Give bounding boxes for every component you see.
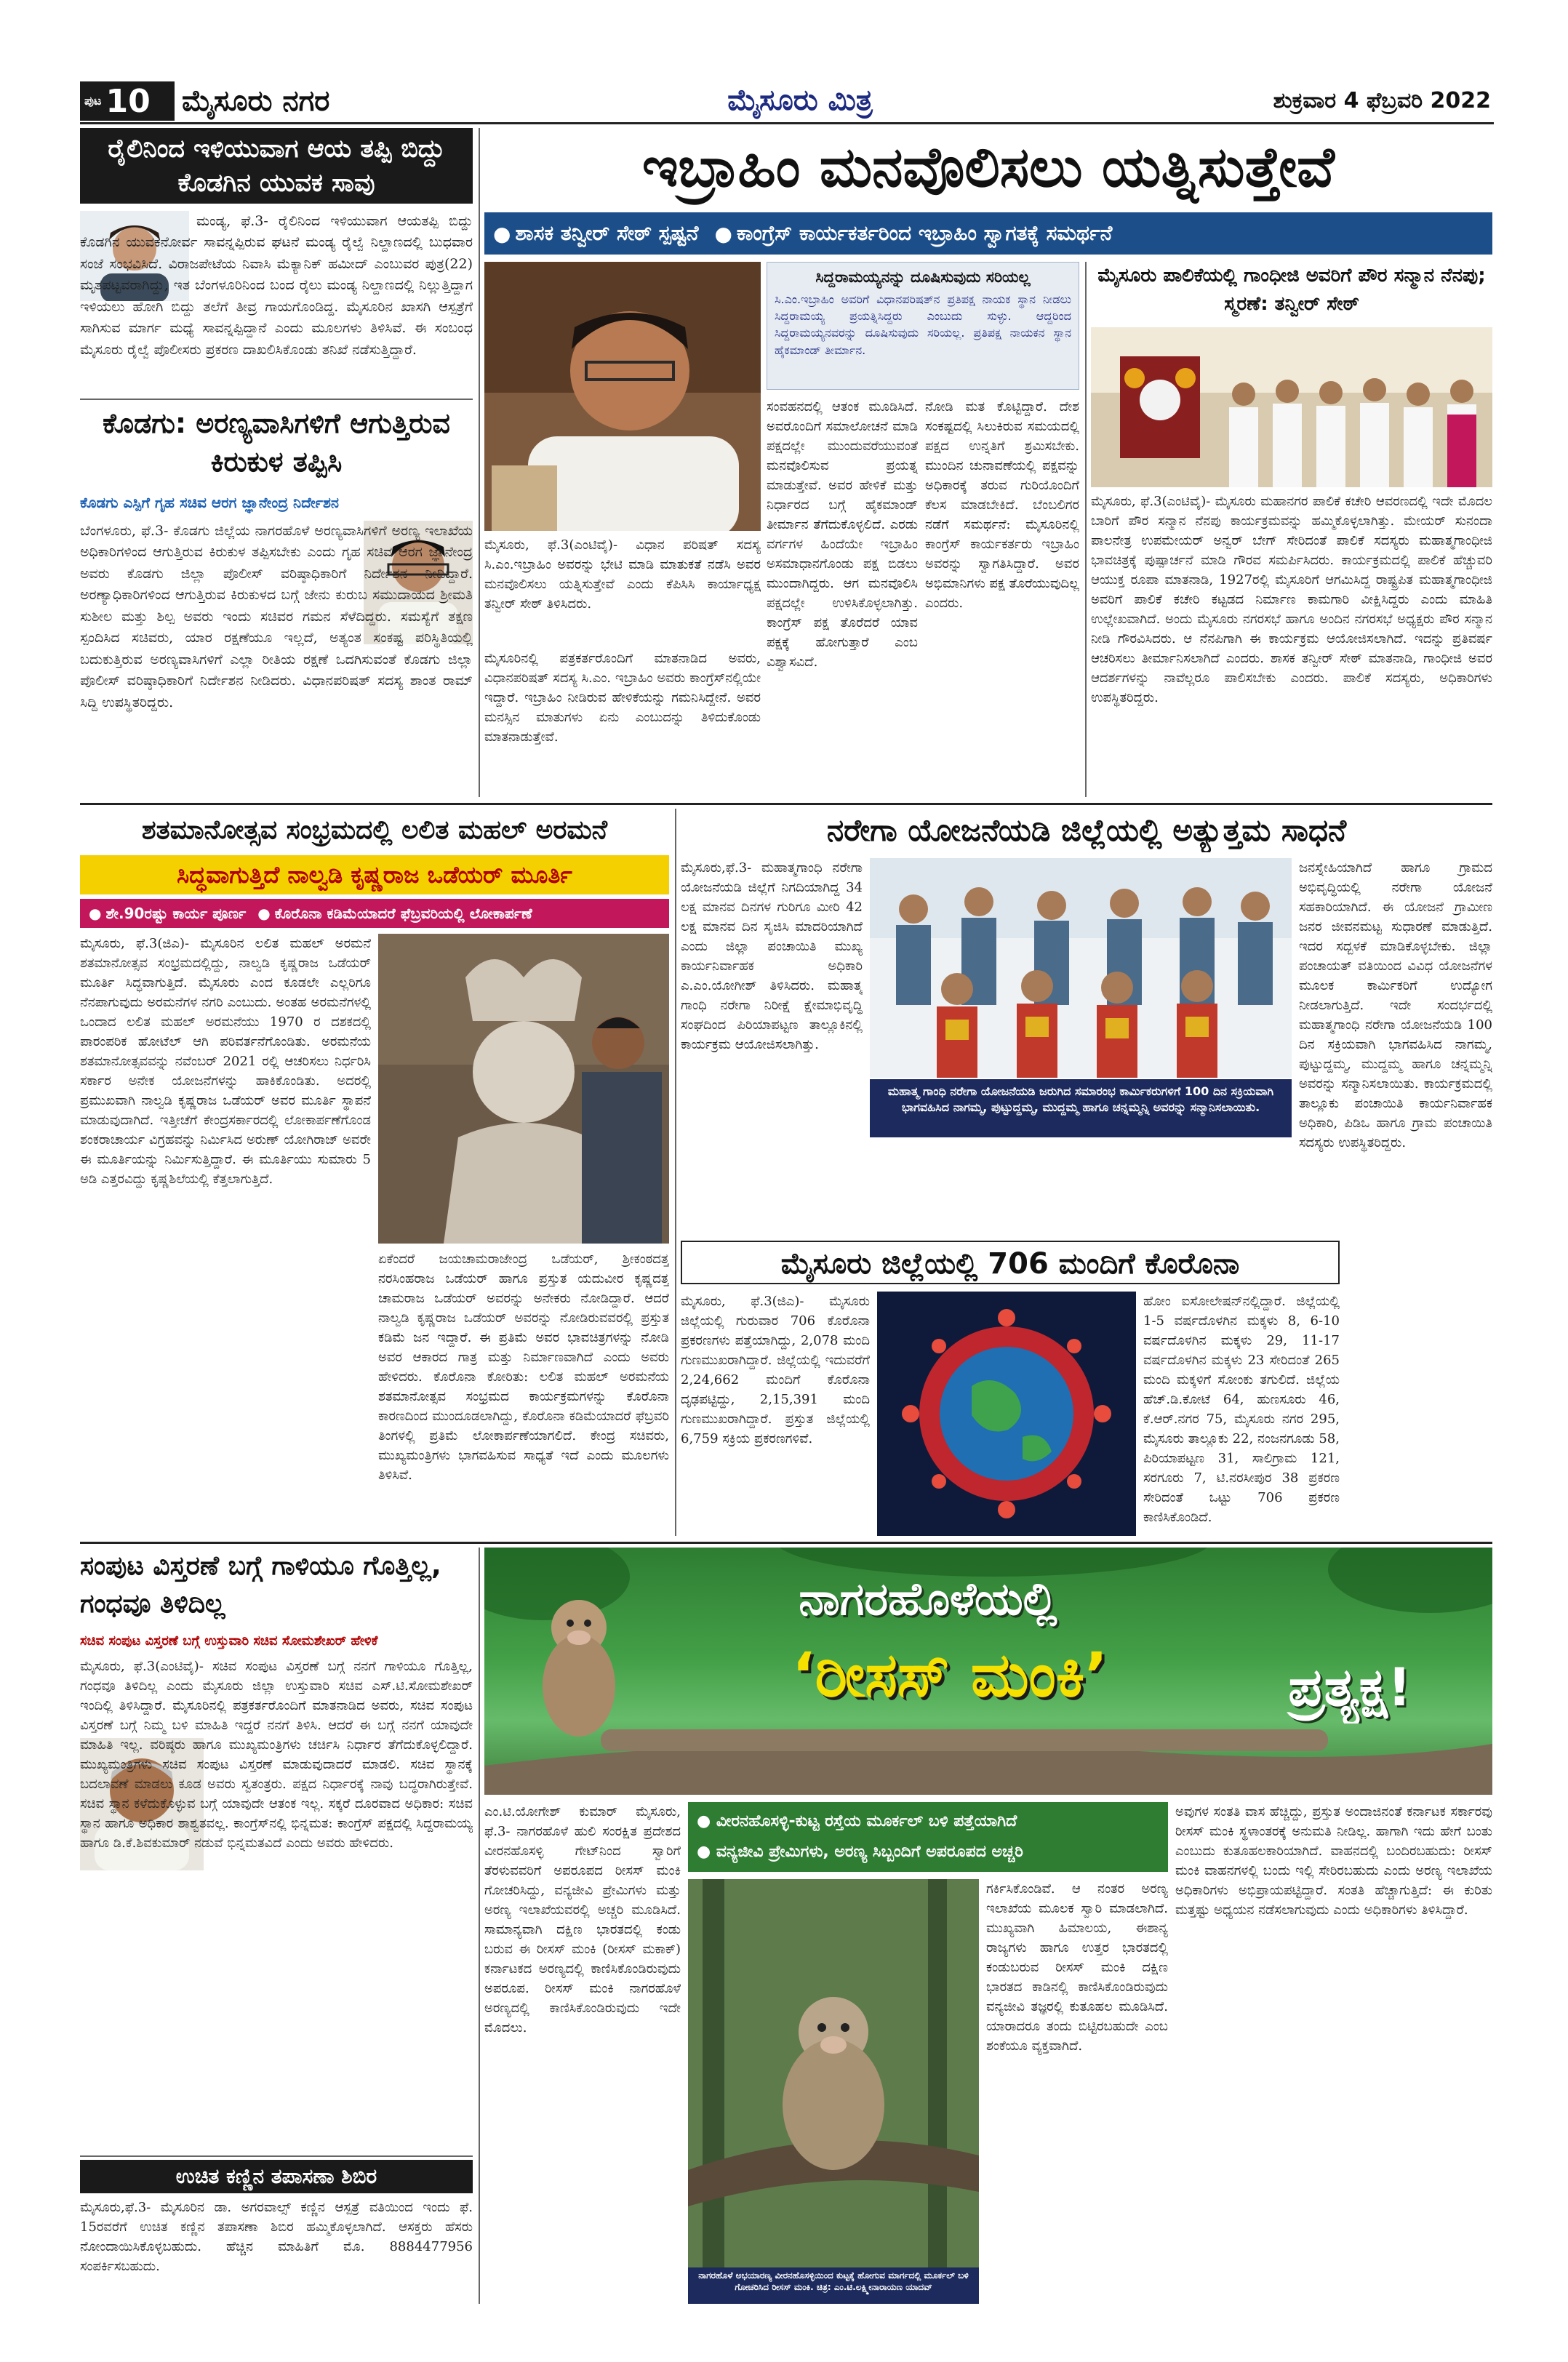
eye-camp-article — [80, 2160, 473, 2305]
narega-body-2: ಜನಸ್ನೇಹಿಯಾಗಿದೆ ಹಾಗೂ ಗ್ರಾಮದ ಅಭಿವೃದ್ಧಿಯಲ್ಲಿ ನರೇಗಾ ಯೋಜನೆ ಸಹಕಾರಿಯಾಗಿದೆ. ಈ ಯೋಜನೆ ಗ್ರಾಮೀಣ ಜನರ ಜೀವನಮಟ್ಟ ಸುಧಾರಣೆ ಮಾಡುತ್ತಿದೆ. ಇದರ ಸದ್ಬಳಕೆ ಮಾಡಿಕೊಳ್ಳಬೇಕು. ಜಿಲ್ಲಾ ಪಂಚಾಯತ್ ವತಿಯಿಂದ ವಿವಿಧ ಯೋಜನೆಗಳ ಮೂಲಕ ಕಾರ್ಮಿಕರಿಗೆ ಉದ್ಯೋಗ ನೀಡಲಾಗುತ್ತಿದೆ. ಇದೇ ಸಂದರ್ಭದಲ್ಲಿ ಮಹಾತ್ಮಗಾಂಧಿ ನರೇಗಾ ಯೋಜನೆಯಡಿ 100 ದಿನ ಸಕ್ರಿಯವಾಗಿ ಭಾಗವಹಿಸಿದ ನಾಗಮ್ಮ, ಪುಟ್ಟುದ್ದಮ್ಮ, ಮುದ್ದಮ್ಮ ಹಾಗೂ ಚನ್ನಮ್ಮನ್ನಿ ಅವರನ್ನು ಸನ್ಮಾನಿಸಲಾಯಿತು. ಕಾರ್ಯಕ್ರಮದಲ್ಲಿ ತಾಲ್ಲೂಕು ಪಂಚಾಯಿತಿ ಕಾರ್ಯನಿರ್ವಾಹಕ ಅಧಿಕಾರಿ, ಪಿಡಿಒ ಹಾಗೂ ಗ್ರಾಮ ಪಂಚಾಯಿತಿ ಸದಸ್ಯರು ಉಪಸ್ಥಿತರಿದ್ದರು. — [1299, 860, 1492, 1150]
palace-body-2: ಏಕೆಂದರೆ ಜಯಚಾಮರಾಜೇಂದ್ರ ಒಡೆಯರ್, ಶ್ರೀಕಂಠದತ್ತ ನರಸಿಂಹರಾಜ ಒಡೆಯರ್ ಹಾಗೂ ಪ್ರಸ್ತುತ ಯದುವೀರ ಕೃಷ್ಣದತ್ತ ಚಾಮರಾಜ ಒಡೆಯರ್ ಅವರನ್ನು ಅನೇಕರು ನೋಡಿದ್ದಾರೆ. ಆದರೆ ನಾಲ್ವಡಿ ಕೃಷ್ಣರಾಜ ಒಡೆಯರ್ ಅವರನ್ನು ನೋಡಿರುವವರಲ್ಲಿ ಪ್ರಸ್ತುತ ಕಡಿಮೆ ಜನ ಇದ್ದಾರೆ. ಈ ಪ್ರತಿಮೆ ಅವರ ಭಾವಚಿತ್ರಗಳನ್ನು ನೋಡಿ ಅವರ ಆಕಾರದ ಗಾತ್ರ ಮತ್ತು ನಿರ್ಮಾಣವಾಗಿದೆ ಎಂದು ಅವರು ಹೇಳಿದರು. ಕೊರೊನಾ ಕೋರಿತು: ಲಲಿತ ಮಹಲ್ ಅರಮನೆಯ ಶತಮಾನೋತ್ಸವ ಸಂಭ್ರಮದ ಕಾರ್ಯಕ್ರಮಗಳನ್ನು ಕೊರೊನಾ ಕಾರಣದಿಂದ ಮುಂದೂಡಲಾಗಿದ್ದು, ಕೊರೊನಾ ಕಡಿಮೆಯಾದರೆ ಫೆಬ್ರವರಿ ತಿಂಗಳಲ್ಲಿ ಪ್ರತಿಮೆ ಲೋಕಾರ್ಪಣೆಯಾಗಲಿದೆ. ಕೇಂದ್ರ ಸಚಿವರು, ಮುಖ್ಯಮಂತ್ರಿಗಳು ಭಾಗವಹಿಸುವ ಸಾಧ್ಯತೆ ಇದೆ ಎಂದು ಮೂಲಗಳು ತಿಳಿಸಿವೆ. — [378, 1252, 669, 1483]
palace-body-1: ಮೈಸೂರು, ಫೆ.3(ಜಿಎ)- ಮೈಸೂರಿನ ಲಲಿತ ಮಹಲ್ ಅರಮನೆ ಶತಮಾನೋತ್ಸವ ಸಂಭ್ರಮದಲ್ಲಿದ್ದು, ನಾಲ್ವಡಿ ಕೃಷ್ಣರಾಜ ಒಡೆಯರ್ ಮೂರ್ತಿ ಸಿದ್ಧವಾಗುತ್ತಿದೆ. ಮೈಸೂರು ಎಂದ ಕೂಡಲೇ ಎಲ್ಲರಿಗೂ ನೆನಪಾಗುವುದು ಅರಮನೆಗಳ ನಗರಿ ಎಂಬುದು. ಅಂತಹ ಅರಮನೆಗಳಲ್ಲಿ ಒಂದಾದ ಲಲಿತ ಮಹಲ್ ಅರಮನೆಯು 1970 ರ ದಶಕದಲ್ಲಿ ಪಾರಂಪರಿಕ ಹೋಟೆಲ್ ಆಗಿ ಪರಿವರ್ತನೆಗೊಂಡಿತು. ಅರಮನೆಯ ಶತಮಾನೋತ್ಸವವನ್ನು ನವೆಂಬರ್ 2021 ರಲ್ಲಿ ಆಚರಿಸಲು ನಿರ್ಧರಿಸಿ ಸರ್ಕಾರ ಅನೇಕ ಯೋಜನೆಗಳನ್ನು ಹಾಕಿಕೊಂಡಿತು. ಅದರಲ್ಲಿ ಪ್ರಮುಖವಾಗಿ ನಾಲ್ವಡಿ ಕೃಷ್ಣರಾಜ ಒಡೆಯರ್ ಅವರ ಮೂರ್ತಿ ಸ್ಥಾಪನೆ ಮಾಡುವುದಾಗಿದೆ. ಇತ್ತೀಚೆಗೆ ಕೇಂದ್ರಸರ್ಕಾರದಲ್ಲಿ ಲೋಕಾರ್ಪಣೆಗೊಂಡ ಶಂಕರಾಚಾರ್ಯ ವಿಗ್ರಹವನ್ನು ನಿರ್ಮಿಸಿದ ಅರುಣ್ ಯೋಗಿರಾಜ್ ಅವರೇ ಈ ಮೂರ್ತಿಯನ್ನು ನಿರ್ಮಿಸುತ್ತಿದ್ದಾರೆ. ಈ ಮೂರ್ತಿಯು ಸುಮಾರು 5 ಅಡಿ ಎತ್ತರವಿದ್ದು ಕೃಷ್ಣಶಿಲೆಯಲ್ಲಿ ಕೆತ್ತಲಾಗುತ್ತಿದೆ. — [80, 936, 371, 1187]
narega-award-photo — [870, 858, 1292, 1078]
corona-headline: ಮೈಸೂರು ಜಿಲ್ಲೆಯಲ್ಲಿ 706 ಮಂದಿಗೆ ಕೊರೊನಾ — [681, 1241, 1340, 1284]
cabinet-headline: ಸಂಪುಟ ವಿಸ್ತರಣೆ ಬಗ್ಗೆ ಗಾಳಿಯೂ ಗೊತ್ತಿಲ್ಲ, ಗಂಧವೂ ತಿಳಿದಿಲ್ಲ — [80, 1551, 441, 1620]
monkey-bullet-1-row — [697, 1806, 1159, 1837]
kodagu-subhead: ಕೊಡಗು ಎಸ್ಪಿಗೆ ಗೃಹ ಸಚಿವ ಆರಗ ಜ್ಞಾನೇಂದ್ರ ನಿರ್ದೇಶನ — [80, 494, 340, 511]
gandhi-article — [1091, 262, 1492, 797]
divider — [80, 1542, 1492, 1544]
corona-article — [681, 1241, 1340, 1536]
palace-subhead: ಸಿದ್ಧವಾಗುತ್ತಿದೆ ನಾಲ್ವಡಿ ಕೃಷ್ಣರಾಜ ಒಡೆಯರ್ ಮೂರ್ತಿ — [80, 855, 669, 894]
coronavirus-globe-image — [877, 1292, 1136, 1536]
masthead-title: ಮೈಸೂರು ಮಿತ್ರ — [727, 84, 873, 117]
cabinet-body: ಮೈಸೂರು, ಫೆ.3(ಎಂಟಿವೈ)- ಸಚಿವ ಸಂಪುಟ ವಿಸ್ತರಣೆ ಬಗ್ಗೆ ನನಗೆ ಗಾಳಿಯೂ ಗೊತ್ತಿಲ್ಲ, ಗಂಧವೂ ತಿಳಿದಿಲ್ಲ ಎಂದು ಮೈಸೂರು ಜಿಲ್ಲಾ ಉಸ್ತುವಾರಿ ಸಚಿವ ಎಸ್.ಟಿ.ಸೋಮಶೇಖರ್ ಇಂದಿಲ್ಲಿ ತಿಳಿಸಿದ್ದಾರೆ. ಮೈಸೂರಿನಲ್ಲಿ ಪತ್ರಕರ್ತರೊಂದಿಗೆ ಮಾತನಾಡಿದ ಅವರು, ಸಚಿವ ಸಂಪುಟ ವಿಸ್ತರಣೆ ಬಗ್ಗೆ ನಿಮ್ಮ ಬಳಿ ಮಾಹಿತಿ ಇದ್ದರೆ ನನಗೆ ತಿಳಿಸಿ. ಆದರೆ ಈ ಬಗ್ಗೆ ನನಗೆ ಯಾವುದೇ ಮಾಹಿತಿ ಇಲ್ಲ. ವರಿಷ್ಠರು ಹಾಗೂ ಮುಖ್ಯಮಂತ್ರಿಗಳು ಚರ್ಚಿಸಿ ನಿರ್ಧಾರ ತೆಗೆದುಕೊಳ್ಳಲಿದ್ದಾರೆ. ಮುಖ್ಯಮಂತ್ರಿಗಳು ಸಚಿವ ಸಂಪುಟ ವಿಸ್ತರಣೆ ಮಾಡುವುದಾದರೆ ಮಾಡಲಿ. ಸಚಿವ ಸ್ಥಾನಕ್ಕೆ ಬದಲಾವಣೆ ಮಾಡಲು ಕೂಡ ಅವರು ಸ್ವತಂತ್ರರು. ಪಕ್ಷದ ನಿರ್ಧಾರಕ್ಕೆ ನಾವು ಬದ್ಧರಾಗಿರುತ್ತೇವೆ. ಸಚಿವ ಸ್ಥಾನ ಕಳೆದುಕೊಳ್ಳುವ ಬಗ್ಗೆ ಯಾವುದೇ ಆತಂಕ ಇಲ್ಲ. ಸಕ್ಕರೆ ದೂರವಾದ ಅಧಿಕಾರ: ಸಚಿವ ಸ್ಥಾನ ಹಾಗೂ ಅಧಿಕಾರ ಶಾಶ್ವತವಲ್ಲ. ಕಾಂಗ್ರೆಸ್‌ನಲ್ಲಿ ಭಿನ್ನಮತ: ಕಾಂಗ್ರೆಸ್ ಪಕ್ಷದಲ್ಲಿ ಸಿದ್ದರಾಮಯ್ಯ ಹಾಗೂ ಡಿ.ಕೆ.ಶಿವಕುಮಾರ್ ನಡುವೆ ಭಿನ್ನಮತವಿದೆ ಎಂದು ಅವರು ಹೇಳಿದರು. — [80, 1659, 473, 1851]
narega-body-1: ಮೈಸೂರು,ಫೆ.3- ಮಹಾತ್ಮಗಾಂಧಿ ನರೇಗಾ ಯೋಜನೆಯಡಿ ಜಿಲ್ಲೆಗೆ ನಿಗದಿಯಾಗಿದ್ದ 34 ಲಕ್ಷ ಮಾನವ ದಿನಗಳ ಗುರಿಗೂ ಮೀರಿ 42 ಲಕ್ಷ ಮಾನವ ದಿನ ಸೃಜಿಸಿ ಮಾದರಿಯಾಗಿದೆ ಎಂದು ಜಿಲ್ಲಾ ಪಂಚಾಯಿತಿ ಮುಖ್ಯ ಕಾರ್ಯನಿರ್ವಾಹಕ ಅಧಿಕಾರಿ ಎ.ಎಂ.ಯೋಗೀಶ್ ತಿಳಿಸಿದರು. ಮಹಾತ್ಮ ಗಾಂಧಿ ನರೇಗಾ ನಿರೀಕ್ಷೆ ಕ್ಷೇಮಾಭಿವೃದ್ಧಿ ಸಂಘದಿಂದ ಪಿರಿಯಾಪಟ್ಟಣ ತಾಲ್ಲೂಕಿನಲ್ಲಿ ಕಾರ್ಯಕ್ರಮ ಆಯೋಜಿಸಲಾಗಿತ್ತು. — [681, 860, 863, 1052]
kodagu-headline: ಕೊಡಗು: ಅರಣ್ಯವಾಸಿಗಳಿಗೆ ಆಗುತ್ತಿರುವ ಕಿರುಕುಳ ತಪ್ಪಿಸಿ — [103, 407, 450, 479]
quote-title: ಸಿದ್ದರಾಮಯ್ಯನನ್ನು ದೂಷಿಸುವುದು ಸರಿಯಲ್ಲ — [815, 268, 1031, 286]
section-title: ಮೈಸೂರು ನಗರ — [182, 84, 330, 118]
monkey-col-2: ಗರ್ಕಿಸಿಕೊಂಡಿವೆ. ಆ ನಂತರ ಅರಣ್ಯ ಇಲಾಖೆಯ ಮೂಲಕ ಸ್ವಾರಿ ಮಾಡಲಾಗಿದೆ. ಮುಖ್ಯವಾಗಿ ಹಿಮಾಲಯ, ಈಶಾನ್ಯ ರಾಜ್ಯಗಳು ಹಾಗೂ ಉತ್ತರ ಭಾರತದಲ್ಲಿ ಕಂಡುಬರುವ ರೀಸಸ್ ಮಂಕಿ ದಕ್ಷಿಣ ಭಾರತದ ಕಾಡಿನಲ್ಲಿ ಕಾಣಿಸಿಕೊಂಡಿರುವುದು ವನ್ಯಜೀವಿ ತಜ್ಞರಲ್ಲಿ ಕುತೂಹಲ ಮೂಡಿಸಿದೆ. ಯಾರಾದರೂ ತಂದು ಬಿಟ್ಟಿರಬಹುದೇ ಎಂಬ ಶಂಕೆಯೂ ವ್ಯಕ್ತವಾಗಿದೆ. — [986, 1881, 1168, 2054]
palace-bullet-2: ಕೊರೊನಾ ಕಡಿಮೆಯಾದರೆ ಫೆಬ್ರವರಿಯಲ್ಲಿ ಲೋಕಾರ್ಪಣೆ — [274, 905, 532, 922]
divider — [80, 803, 1492, 805]
gandhi-ceremony-photo — [1091, 327, 1492, 487]
gandhi-headline: ಮೈಸೂರು ಪಾಲಿಕೆಯಲ್ಲಿ ಗಾಂಧೀಜಿ ಅವರಿಗೆ ಪೌರ ಸನ್ಮಾನ ನೆನಪು; ಸ್ಮರಣೆ: ತನ್ವೀರ್ ಸೇಠ್ — [1097, 265, 1486, 315]
column-divider — [479, 1548, 480, 2304]
column-divider — [479, 128, 480, 797]
bullet-icon: ● — [493, 221, 511, 246]
page-header — [0, 0, 1568, 125]
bullet-icon: ● — [714, 221, 732, 246]
narega-photo-caption: ಮಹಾತ್ಮ ಗಾಂಧಿ ನರೇಗಾ ಯೋಜನೆಯಡಿ ಜರುಗಿದ ಸಮಾರಂಭ ಕಾರ್ಮಿಕರುಗಳಿಗೆ 100 ದಿನ ಸಕ್ರಿಯವಾಗಿ ಭಾಗವಹಿಸಿದ ನಾಗಮ್ಮ, ಪುಟ್ಟುದ್ದಮ್ಮ, ಮುದ್ದಮ್ಮ ಹಾಗೂ ಚನ್ನಮ್ಮನ್ನಿ ಅವರನ್ನು ಸನ್ಮಾನಿಸಲಾಯಿತು. — [870, 1079, 1292, 1137]
monkey-headline-c: ಪ್ರತ್ಯಕ್ಷ! — [1288, 1657, 1412, 1718]
train-body: ಮಂಡ್ಯ, ಫೆ.3- ರೈಲಿನಿಂದ ಇಳಿಯುವಾಗ ಆಯತಪ್ಪಿ ಬಿದ್ದು ಕೊಡಗಿನ ಯುವಕನೋರ್ವ ಸಾವನ್ನಪ್ಪಿರುವ ಘಟನೆ ಮಂಡ್ಯ ರೈಲ್ವೆ ನಿಲ್ದಾಣದಲ್ಲಿ ಬುಧವಾರ ಸಂಜೆ ಸಂಭವಿಸಿದೆ. ವಿರಾಜಪೇಟೆಯ ನಿವಾಸಿ ಮೆಕ್ಯಾನಿಕ್ ಹಮೀದ್ ಎಂಬುವರ ಪುತ್ರ(22) ಮೃತಪಟ್ಟವರಾಗಿದ್ದು, ಇತ ಬೆಂಗಳೂರಿನಿಂದ ಬಂದ ರೈಲು ಮಂಡ್ಯ ನಿಲ್ದಾಣದಲ್ಲಿ ನಿಲ್ಲುತ್ತಿದ್ದಾಗ ಇಳಿಯಲು ಹೋಗಿ ಬಿದ್ದು ತಲೆಗೆ ತೀವ್ರ ಗಾಯಗೊಂಡಿದ್ದ. ಮೈಸೂರಿನ ಖಾಸಗಿ ಆಸ್ಪತ್ರೆಗೆ ಸಾಗಿಸುವ ಮಾರ್ಗ ಮಧ್ಯೆ ಸಾವನ್ನಪ್ಪಿದ್ದಾನೆ ಎಂದು ಮೂಲಗಳು ತಿಳಿಸಿವೆ. ಈ ಸಂಬಂಧ ಮೈಸೂರು ರೈಲ್ವೆ ಪೊಲೀಸರು ಪ್ರಕರಣ ದಾಖಲಿಸಿಕೊಂಡು ತನಿಖೆ ನಡೆಸುತ್ತಿದ್ದಾರೆ. — [80, 213, 473, 358]
monkey-col-1: ಎಂ.ಟಿ.ಯೋಗೇಶ್ ಕುಮಾರ್ ಮೈಸೂರು, ಫೆ.3- ನಾಗರಹೊಳೆ ಹುಲಿ ಸಂರಕ್ಷಿತ ಪ್ರದೇಶದ ವೀರನಹೊಸಳ್ಳಿ ಗೇಟ್‌ನಿಂದ ಸ್ವಾರಿಗೆ ತೆರಳುವವರಿಗೆ ಅಪರೂಪದ ರೀಸಸ್ ಮಂಕಿ ಗೋಚರಿಸಿದ್ದು, ವನ್ಯಜೀವಿ ಪ್ರೇಮಿಗಳು ಮತ್ತು ಅರಣ್ಯ ಇಲಾಖೆಯವರಲ್ಲಿ ಅಚ್ಚರಿ ಮೂಡಿಸಿದೆ. ಸಾಮಾನ್ಯವಾಗಿ ದಕ್ಷಿಣ ಭಾರತದಲ್ಲಿ ಕಂಡು ಬರುವ ಈ ರೀಸಸ್ ಮಂಕಿ (ರೀಸಸ್ ಮಕಾಕ್) ಕರ್ನಾಟಕದ ಅರಣ್ಯದಲ್ಲಿ ಕಾಣಿಸಿಕೊಂಡಿರುವುದು ಅಪರೂಪ. ರೀಸಸ್ ಮಂಕಿ ನಾಗರಹೊಳೆ ಅರಣ್ಯದಲ್ಲಿ ಕಾಣಿಸಿಕೊಂಡಿರುವುದು ಇದೇ ಮೊದಲು. — [484, 1804, 681, 2035]
kodagu-body: ಬೆಂಗಳೂರು, ಫೆ.3- ಕೊಡಗು ಜಿಲ್ಲೆಯ ನಾಗರಹೊಳೆ ಅರಣ್ಯವಾಸಿಗಳಿಗೆ ಅರಣ್ಯ ಇಲಾಖೆಯ ಅಧಿಕಾರಿಗಳಿಂದ ಆಗುತ್ತಿರುವ ಕಿರುಕುಳ ತಪ್ಪಿಸಬೇಕು ಎಂದು ಗೃಹ ಸಚಿವ ಆರಗ ಜ್ಞಾನೇಂದ್ರ ಅವರು ಕೊಡಗು ಜಿಲ್ಲಾ ಪೊಲೀಸ್ ವರಿಷ್ಠಾಧಿಕಾರಿಗೆ ನಿರ್ದೇಶನ ನೀಡಿದ್ದಾರೆ. ಅರಣ್ಯಾಧಿಕಾರಿಗಳಿಂದ ಆಗುತ್ತಿರುವ ಕಿರುಕುಳದ ಬಗ್ಗೆ ಜೇನು ಕುರುಬ ಸಮುದಾಯದ ಶ್ರೀಮತಿ ಸುಶೀಲ ಮತ್ತು ಶಿಲ್ಪ ಅವರು ಇಂದು ಸಚಿವರ ಗಮನ ಸೆಳೆದಿದ್ದರು. ಸಮಸ್ಯೆಗೆ ತಕ್ಷಣ ಸ್ಪಂದಿಸಿದ ಸಚಿವರು, ಯಾರ ರಕ್ಷಣೆಯೂ ಇಲ್ಲದೆ, ಅತ್ಯಂತ ಸಂಕಷ್ಟ ಪರಿಸ್ಥಿತಿಯಲ್ಲಿ ಬದುಕುತ್ತಿರುವ ಅರಣ್ಯವಾಸಿಗಳಿಗೆ ಎಲ್ಲಾ ರೀತಿಯ ರಕ್ಷಣೆ ಒದಗಿಸುವಂತೆ ಕೊಡಗು ಜಿಲ್ಲಾ ಪೊಲೀಸ್ ವರಿಷ್ಠಾಧಿಕಾರಿಗೆ ನಿರ್ದೇಶನ ನೀಡಿದರು. ವಿಧಾನಪರಿಷತ್ ಸದಸ್ಯ ಶಾಂತ ರಾಮ್ ಸಿದ್ದಿ ಉಪಸ್ಥಿತರಿದ್ದರು. — [80, 523, 473, 710]
monkey-col-3: ಅವುಗಳ ಸಂತತಿ ವಾಸ ಹೆಚ್ಚಿದ್ದು, ಪ್ರಸ್ತುತ ಅಂದಾಜಿನಂತೆ ಕರ್ನಾಟಕ ಸರ್ಕಾರವು ರೀಸಸ್ ಮಂಕಿ ಸ್ಥಳಾಂತರಕ್ಕೆ ಅನುಮತಿ ನೀಡಿಲ್ಲ. ಹಾಗಾಗಿ ಇದು ಹೇಗೆ ಬಂತು ಎಂಬುದು ಕುತೂಹಲಕಾರಿಯಾಗಿದೆ. ವಾಹನದಲ್ಲಿ ಬಂದಿರಬಹುದು: ರೀಸಸ್ ಮಂಕಿ ವಾಹನಗಳಲ್ಲಿ ಬಂದು ಇಲ್ಲಿ ಸೇರಿರಬಹುದು ಎಂದು ಅರಣ್ಯ ಇಲಾಖೆಯ ಅಧಿಕಾರಿಗಳು ಅಭಿಪ್ರಾಯಪಟ್ಟಿದ್ದಾರೆ. ಸಂತತಿ ಹೆಚ್ಚಾಗುತ್ತಿದೆ: ಈ ಕುರಿತು ಮತ್ತಷ್ಟು ಅಧ್ಯಯನ ನಡೆಸಲಾಗುವುದು ಎಂದು ಅಧಿಕಾರಿಗಳು ತಿಳಿಸಿದ್ದಾರೆ. — [1175, 1804, 1492, 1918]
lead-headline: ಇಬ್ರಾಹಿಂ ಮನವೊಲಿಸಲು ಯತ್ನಿಸುತ್ತೇವೆ — [642, 135, 1335, 199]
lead-subhead-1: ಶಾಸಕ ತನ್ವೀರ್ ಸೇಠ್ ಸ್ಪಷ್ಟನೆ — [515, 221, 699, 245]
palace-article — [80, 809, 669, 1536]
lead-photo-caption: ಮೈಸೂರು, ಫೆ.3(ಎಂಟಿವೈ)- ವಿಧಾನ ಪರಿಷತ್ ಸದಸ್ಯ ಸಿ.ಎಂ.ಇಬ್ರಾಹಿಂ ಅವರನ್ನು ಭೇಟಿ ಮಾಡಿ ಮಾತುಕತೆ ನಡೆಸಿ ಅವರ ಮನವೊಲಿಸಲು ಯತ್ನಿಸುತ್ತೇವೆ ಎಂದು ಕೆಪಿಸಿಸಿ ಕಾರ್ಯಾಧ್ಯಕ್ಷ ತನ್ವೀರ್ ಸೇಠ್ ತಿಳಿಸಿದರು. — [484, 537, 761, 612]
page-number-box — [80, 81, 175, 121]
narega-article — [681, 809, 1492, 1248]
monkey-bullet-2: ವನ್ಯಜೀವಿ ಪ್ರೇಮಿಗಳು, ಅರಣ್ಯ ಸಿಬ್ಬಂದಿಗೆ ಅಪರೂಪದ ಅಚ್ಚರಿ — [716, 1843, 1023, 1861]
divider — [80, 399, 473, 400]
page-label: ಪುಟ — [84, 94, 102, 108]
issue-date: ಶುಕ್ರವಾರ 4 ಫೆಬ್ರವರಿ 2022 — [1273, 88, 1491, 113]
divider — [80, 2155, 473, 2157]
rhesus-monkey-photo — [688, 1879, 979, 2267]
monkey-headline-b: ‘ರೀಸಸ್ ಮಂಕಿ’ — [791, 1639, 1108, 1710]
bullet-icon: ● — [257, 905, 271, 922]
monkey-article — [484, 1548, 1492, 2304]
column-divider — [1085, 262, 1087, 797]
monkey-bullet-2-row — [697, 1837, 1159, 1867]
narega-headline: ನರೇಗಾ ಯೋಜನೆಯಡಿ ಜಿಲ್ಲೆಯಲ್ಲಿ ಅತ್ಯುತ್ತಮ ಸಾಧನೆ — [826, 812, 1347, 848]
monkey-photo-caption: ನಾಗರಹೊಳೆ ಅಭಯಾರಣ್ಯ ವೀರನಹೊಸಳ್ಳಿಯಿಂದ ಕುಟ್ಟಕ್ಕೆ ಹೋಗುವ ಮಾರ್ಗದಲ್ಲಿ ಮೂರ್ಕಲ್ ಬಳಿ ಗೋಚರಿಸಿದ ರೀಸಸ್ ಮಂಕಿ. ಚಿತ್ರ: ಎಂ.ಟಿ.ಲಕ್ಷ್ಮೀನಾರಾಯಣ ಯಾದವ್ — [688, 2267, 979, 2304]
kodagu-article — [80, 404, 473, 797]
train-article — [80, 128, 473, 396]
gandhi-body: ಮೈಸೂರು, ಫೆ.3(ಎಂಟಿವೈ)- ಮೈಸೂರು ಮಹಾನಗರ ಪಾಲಿಕೆ ಕಚೇರಿ ಆವರಣದಲ್ಲಿ ಇದೇ ಮೊದಲ ಬಾರಿಗೆ ಪೌರ ಸನ್ಮಾನ ನೆನಪು ಕಾರ್ಯಕ್ರಮವನ್ನು ಹಮ್ಮಿಕೊಳ್ಳಲಾಗಿತ್ತು. ಮೇಯರ್ ಸುನಂದಾ ಪಾಲನೇತ್ರ ಉಪಮೇಯರ್ ಅನ್ವರ್ ಬೇಗ್ ಸೇರಿದಂತೆ ಪಾಲಿಕೆ ಸದಸ್ಯರು ಮಹಾತ್ಮಗಾಂಧೀಜಿ ಭಾವಚಿತ್ರಕ್ಕೆ ಪುಷ್ಪಾರ್ಚನೆ ಮಾಡಿ ಗೌರವ ಸಮರ್ಪಿಸಿದರು. ಕಾರ್ಯಕ್ರಮದಲ್ಲಿ ಪಾಲಿಕೆ ಹೆಚ್ಚುವರಿ ಆಯುಕ್ತ ರೂಪಾ ಮಾತನಾಡಿ, 1927ರಲ್ಲಿ ಮೈಸೂರಿಗೆ ಆಗಮಿಸಿದ್ದ ರಾಷ್ಟ್ರಪಿತ ಮಹಾತ್ಮಗಾಂಧೀಜಿ ಅವರಿಗೆ ಪಾಲಿಕೆ ಕಚೇರಿ ಕಟ್ಟಡದ ನಿರ್ಮಾಣ ಕಾಮಗಾರಿ ವೀಕ್ಷಿಸಿದ್ದರು ಎಂದು ಮಾಹಿತಿ ಉಲ್ಲೇಖವಾಗಿದೆ. ಅಂದು ಮೈಸೂರು ನಗರಸಭೆ ಹಾಗೂ ಅಂದಿನ ನಗರಸಭೆ ಅಧ್ಯಕ್ಷರು ಪೌರ ಸನ್ಮಾನ ನೀಡಿ ಗೌರವಿಸಿದರು. ಆ ನೆನಪಿಗಾಗಿ ಈ ಕಾರ್ಯಕ್ರಮ ಆಯೋಜಿಸಲಾಗಿದೆ. ಇದನ್ನು ಪ್ರತಿವರ್ಷ ಆಚರಿಸಲು ತೀರ್ಮಾನಿಸಲಾಗಿದೆ ಎಂದರು. ಶಾಸಕ ತನ್ವೀರ್ ಸೇಠ್ ಮಾತನಾಡಿ, ಗಾಂಧೀಜಿ ಅವರ ಆದರ್ಶಗಳನ್ನು ನಾವೆಲ್ಲರೂ ಪಾಲಿಸಬೇಕು ಎಂದರು. ಪಾಲಿಕೆ ಸದಸ್ಯರು, ಅಧಿಕಾರಿಗಳು ಉಪಸ್ಥಿತರಿದ್ದರು. — [1091, 494, 1492, 705]
cabinet-subhead: ಸಚಿವ ಸಂಪುಟ ವಿಸ್ತರಣೆ ಬಗ್ಗೆ ಉಸ್ತುವಾರಿ ಸಚಿವ ಸೋಮಶೇಖರ್ ಹೇಳಿಕೆ — [80, 1633, 378, 1649]
lead-subhead-bar — [484, 212, 1492, 255]
tanveer-photo — [484, 262, 761, 531]
bullet-icon: ● — [697, 1843, 716, 1861]
quote-box — [767, 262, 1079, 390]
lead-col-3: ನೋಡಿ ಮತ ಕೊಟ್ಟಿದ್ದಾರೆ. ದೇಶ ಸಂಕಷ್ಟದಲ್ಲಿ ಸಿಲುಕಿರುವ ಸಮಯದಲ್ಲಿ ಪಕ್ಷದ ಉನ್ನತಿಗೆ ಶ್ರಮಿಸಬೇಕು. ಮುಂದಿನ ಚುನಾವಣೆಯಲ್ಲಿ ಪಕ್ಷವನ್ನು ಅಧಿಕಾರಕ್ಕೆ ತರುವ ಗುರಿಯೊಂದಿಗೆ ಕೆಲಸ ಮಾಡಬೇಕಿದೆ. ಬೆಂಬಲಿಗರ ನಡೆಗೆ ಸಮರ್ಥನೆ: ಮೈಸೂರಿನಲ್ಲಿ ಕಾಂಗ್ರೆಸ್ ಕಾರ್ಯಕರ್ತರು ಇಬ್ರಾಹಿಂ ಅವರನ್ನು ಸ್ವಾಗತಿಸಿದ್ದಾರೆ. ಅವರ ಅಭಿಮಾನಿಗಳು ಪಕ್ಷ ತೊರೆಯುವುದಿಲ್ಲ ಎಂದರು. — [925, 399, 1079, 611]
cabinet-article — [80, 1548, 473, 2151]
monkey-headline-a: ನಾಗರಹೊಳೆಯಲ್ಲಿ — [799, 1572, 1057, 1625]
header-rule — [80, 122, 1494, 124]
column-divider — [675, 809, 676, 1536]
corona-body-1: ಮೈಸೂರು, ಫೆ.3(ಜಿಎ)- ಮೈಸೂರು ಜಿಲ್ಲೆಯಲ್ಲಿ ಗುರುವಾರ 706 ಕೊರೊನಾ ಪ್ರಕರಣಗಳು ಪತ್ತೆಯಾಗಿದ್ದು, 2,078 ಮಂದಿ ಗುಣಮುಖರಾಗಿದ್ದಾರೆ. ಜಿಲ್ಲೆಯಲ್ಲಿ ಇದುವರೆಗೆ 2,24,662 ಮಂದಿಗೆ ಕೊರೊನಾ ದೃಢಪಟ್ಟಿದ್ದು, 2,15,391 ಮಂದಿ ಗುಣಮುಖರಾಗಿದ್ದಾರೆ. ಪ್ರಸ್ತುತ ಜಿಲ್ಲೆಯಲ್ಲಿ 6,759 ಸಕ್ರಿಯ ಪ್ರಕರಣಗಳಿವೆ. — [681, 1294, 870, 1446]
eye-camp-headline: ಉಚಿತ ಕಣ್ಣಿನ ತಪಾಸಣಾ ಶಿಬಿರ — [80, 2160, 473, 2193]
page-number: 10 — [105, 82, 151, 120]
lead-col-2: ಸಂವಹನದಲ್ಲಿ ಆತಂಕ ಮೂಡಿಸಿದೆ. ಅವರೊಂದಿಗೆ ಸಮಾಲೋಚನೆ ಮಾಡಿ ಪಕ್ಷದಲ್ಲೇ ಮುಂದುವರೆಯುವಂತೆ ಮನವೊಲಿಸುವ ಪ್ರಯತ್ನ ಮಾಡುತ್ತೇವೆ. ಅವರ ಹೇಳಿಕೆ ಮತ್ತು ನಿರ್ಧಾರದ ಬಗ್ಗೆ ಹೈಕಮಾಂಡ್ ತೀರ್ಮಾನ ತೆಗೆದುಕೊಳ್ಳಲಿದೆ. ಎರಡು ವರ್ಗಗಳ ಹಿಂದೆಯೇ ಇಬ್ರಾಹಿಂ ಅಸಮಾಧಾನಗೊಂಡು ಪಕ್ಷ ಬಿಡಲು ಮುಂದಾಗಿದ್ದರು. ಆಗ ಮನವೊಲಿಸಿ ಪಕ್ಷದಲ್ಲೇ ಉಳಿಸಿಕೊಳ್ಳಲಾಗಿತ್ತು. ಕಾಂಗ್ರೆಸ್ ಪಕ್ಷ ತೊರೆದರೆ ಯಾವ ಪಕ್ಷಕ್ಕೆ ಹೋಗುತ್ತಾರೆ ಎಂಬ ವಿಶ್ವಾಸವಿದೆ. — [767, 399, 918, 670]
statue-photo — [378, 934, 669, 1244]
train-headline: ರೈಲಿನಿಂದ ಇಳಿಯುವಾಗ ಆಯ ತಪ್ಪಿ ಬಿದ್ದು ಕೊಡಗಿನ ಯುವಕ ಸಾವು — [80, 128, 473, 204]
bullet-icon: ● — [89, 905, 102, 922]
palace-bullets — [80, 899, 669, 928]
lead-col-1: ಮೈಸೂರಿನಲ್ಲಿ ಪತ್ರಕರ್ತರೊಂದಿಗೆ ಮಾತನಾಡಿದ ಅವರು, ವಿಧಾನಪರಿಷತ್ ಸದಸ್ಯ ಸಿ.ಎಂ. ಇಬ್ರಾಹಿಂ ಅವರು ಕಾಂಗ್ರೆಸ್‌ನಲ್ಲಿಯೇ ಇದ್ದಾರೆ. ಇಬ್ರಾಹಿಂ ನೀಡಿರುವ ಹೇಳಿಕೆಯನ್ನು ಗಮನಿಸಿದ್ದೇನೆ. ಅವರ ಮನಸ್ಸಿನ ಮಾತುಗಳು ಏನು ಎಂಬುದನ್ನು ತಿಳಿದುಕೊಂಡು ಮಾತನಾಡುತ್ತೇವೆ. — [484, 651, 761, 745]
lead-subhead-2: ಕಾಂಗ್ರೆಸ್ ಕಾರ್ಯಕರ್ತರಿಂದ ಇಬ್ರಾಹಿಂ ಸ್ವಾಗತಕ್ಕೆ ಸಮರ್ಥನೆ — [736, 221, 1113, 245]
eye-camp-body: ಮೈಸೂರು,ಫೆ.3- ಮೈಸೂರಿನ ಡಾ. ಅಗರವಾಲ್ಸ್ ಕಣ್ಣಿನ ಆಸ್ಪತ್ರೆ ವತಿಯಿಂದ ಇಂದು ಫೆ. 15ರವರೆಗೆ ಉಚಿತ ಕಣ್ಣಿನ ತಪಾಸಣಾ ಶಿಬಿರ ಹಮ್ಮಿಕೊಳ್ಳಲಾಗಿದೆ. ಆಸಕ್ತರು ಹೆಸರು ನೋಂದಾಯಿಸಿಕೊಳ್ಳಬಹುದು. ಹೆಚ್ಚಿನ ಮಾಹಿತಿಗೆ ಮೊ. 8884477956 ಸಂಪರ್ಕಿಸಬಹುದು. — [80, 2200, 473, 2274]
corona-body-2: ಹೋಂ ಐಸೋಲೇಷನ್‌ನಲ್ಲಿದ್ದಾರೆ. ಜಿಲ್ಲೆಯಲ್ಲಿ 1-5 ವರ್ಷದೊಳಗಿನ ಮಕ್ಕಳು 8, 6-10 ವರ್ಷದೊಳಗಿನ ಮಕ್ಕಳು 29, 11-17 ವರ್ಷದೊಳಗಿನ ಮಕ್ಕಳು 23 ಸೇರಿದಂತೆ 265 ಮಂದಿ ಮಕ್ಕಳಿಗೆ ಸೋಂಕು ತಗುಲಿದೆ. ಜಿಲ್ಲೆಯ ಹೆಚ್.ಡಿ.ಕೋಟೆ 64, ಹುಣಸೂರು 46, ಕೆ.ಆರ್.ನಗರ 75, ಮೈಸೂರು ನಗರ 295, ಮೈಸೂರು ತಾಲ್ಲೂಕು 22, ನಂಜನಗೂಡು 58, ಪಿರಿಯಾಪಟ್ಟಣ 31, ಸಾಲಿಗ್ರಾಮ 121, ಸರಗೂರು 7, ಟಿ.ನರಸೀಪುರ 38 ಪ್ರಕರಣ ಸೇರಿದಂತೆ ಒಟ್ಟು 706 ಪ್ರಕರಣ ಕಾಣಿಸಿಕೊಂಡಿದೆ. — [1143, 1294, 1340, 1525]
monkey-banner — [484, 1548, 1492, 1795]
monkey-bullets — [688, 1802, 1168, 1872]
quote-body: ಸಿ.ಎಂ.ಇಬ್ರಾಹಿಂ ಅವರಿಗೆ ವಿಧಾನಪರಿಷತ್‌ನ ಪ್ರತಿಪಕ್ಷ ನಾಯಕ ಸ್ಥಾನ ನೀಡಲು ಸಿದ್ದರಾಮಯ್ಯ ಪ್ರಯತ್ನಿಸಿದ್ದರು ಎಂಬುದು ಸುಳ್ಳು. ಆದ್ದರಿಂದ ಸಿದ್ದರಾಮಯ್ಯನವರನ್ನು ದೂಷಿಸುವುದು ಸರಿಯಲ್ಲ. ಪ್ರತಿಪಕ್ಷ ನಾಯಕನ ಸ್ಥಾನ ಹೈಕಮಾಂಡ್ ತೀರ್ಮಾನ. — [775, 292, 1071, 357]
palace-bullet-1: ಶೇ.90ರಷ್ಟು ಕಾರ್ಯ ಪೂರ್ಣ — [105, 905, 247, 922]
bullet-icon: ● — [697, 1812, 716, 1830]
palace-headline: ಶತಮಾನೋತ್ಸವ ಸಂಭ್ರಮದಲ್ಲಿ ಲಲಿತ ಮಹಲ್ ಅರಮನೆ — [141, 815, 608, 845]
monkey-bullet-1: ವೀರನಹೊಸಳ್ಳಿ-ಕುಟ್ಟ ರಸ್ತೆಯ ಮೂರ್ಕಲ್ ಬಳಿ ಪತ್ತೆಯಾಗಿದೆ — [716, 1812, 1017, 1830]
